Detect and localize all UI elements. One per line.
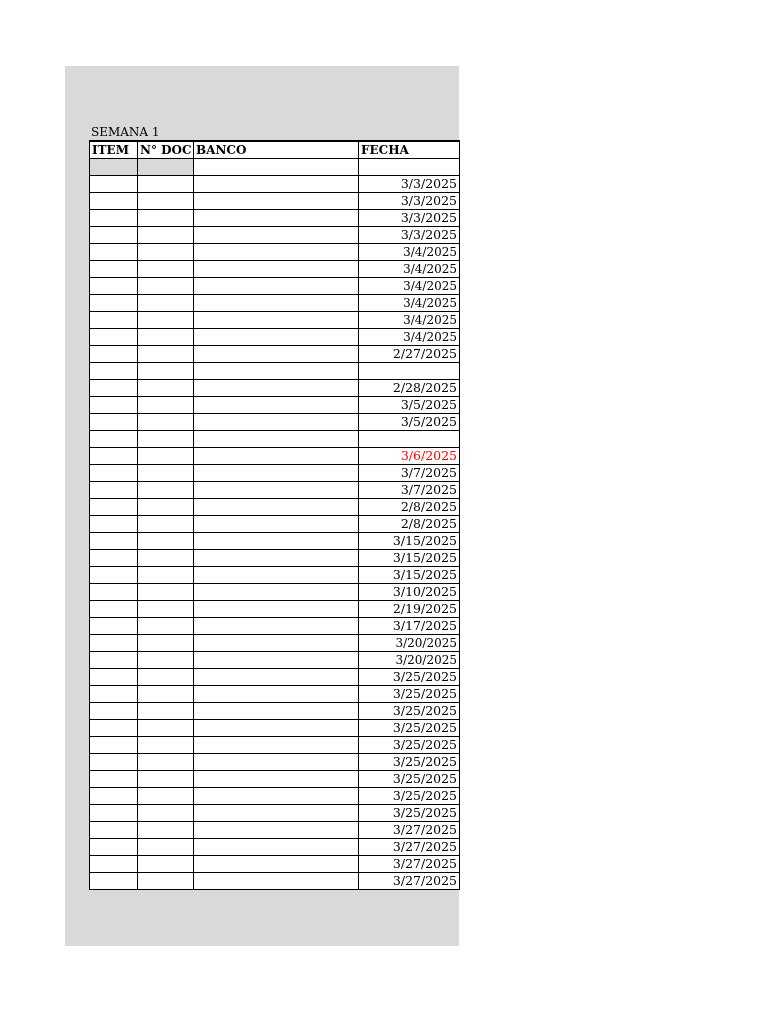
cell-item[interactable] xyxy=(90,244,138,261)
cell-doc-number[interactable] xyxy=(138,176,194,193)
table-row xyxy=(90,448,460,465)
cell-fecha[interactable] xyxy=(359,363,460,380)
cell-doc-number[interactable] xyxy=(138,414,194,431)
cell-doc-number[interactable] xyxy=(138,635,194,652)
cell-fecha[interactable]: 3/7/2025 xyxy=(359,465,460,482)
cell-banco[interactable] xyxy=(194,499,359,516)
cell-banco[interactable] xyxy=(194,584,359,601)
cell-fecha[interactable]: 3/27/2025 xyxy=(359,856,460,873)
cell-doc-number[interactable] xyxy=(138,873,194,890)
cell-fecha[interactable]: 3/25/2025 xyxy=(359,669,460,686)
cell-item[interactable] xyxy=(90,278,138,295)
cell-fecha[interactable]: 3/4/2025 xyxy=(359,295,460,312)
cell-fecha[interactable]: 3/7/2025 xyxy=(359,482,460,499)
cell-banco[interactable] xyxy=(194,193,359,210)
cell-doc-number[interactable] xyxy=(138,448,194,465)
table-row xyxy=(90,669,460,686)
table-row xyxy=(90,771,460,788)
cell-fecha[interactable]: 2/8/2025 xyxy=(359,516,460,533)
table-row xyxy=(90,227,460,244)
table-row xyxy=(90,550,460,567)
cell-fecha[interactable]: 3/25/2025 xyxy=(359,805,460,822)
cell-banco[interactable] xyxy=(194,329,359,346)
cell-doc-number[interactable] xyxy=(138,652,194,669)
cell-banco[interactable] xyxy=(194,720,359,737)
cell-item[interactable] xyxy=(90,431,138,448)
table-row xyxy=(90,686,460,703)
cell-banco[interactable] xyxy=(194,703,359,720)
column-header-doc-number[interactable]: N° DOC xyxy=(138,141,194,159)
cell-fecha[interactable]: 3/4/2025 xyxy=(359,312,460,329)
cell-doc-number[interactable] xyxy=(138,278,194,295)
cell-banco[interactable] xyxy=(194,737,359,754)
cell-fecha[interactable]: 2/8/2025 xyxy=(359,499,460,516)
cell-doc-number[interactable] xyxy=(138,533,194,550)
cell-item[interactable] xyxy=(90,652,138,669)
cell-item[interactable] xyxy=(90,584,138,601)
cell-item[interactable] xyxy=(90,227,138,244)
table-row xyxy=(90,618,460,635)
cell-banco[interactable] xyxy=(194,312,359,329)
table-row xyxy=(90,176,460,193)
cell-doc-number[interactable] xyxy=(138,261,194,278)
table-row xyxy=(90,278,460,295)
cell-doc-number[interactable] xyxy=(138,686,194,703)
cell-fecha[interactable]: 2/27/2025 xyxy=(359,346,460,363)
cell-banco[interactable] xyxy=(194,346,359,363)
table-row xyxy=(90,737,460,754)
cell-banco[interactable] xyxy=(194,397,359,414)
cell-banco[interactable] xyxy=(194,669,359,686)
cell-doc-number[interactable] xyxy=(138,856,194,873)
table-row xyxy=(90,465,460,482)
cell-banco[interactable] xyxy=(194,414,359,431)
cell-banco[interactable] xyxy=(194,227,359,244)
column-header-item[interactable]: ITEM xyxy=(90,141,138,159)
cell-banco[interactable] xyxy=(194,550,359,567)
cell-doc-number[interactable] xyxy=(138,754,194,771)
table-row xyxy=(90,788,460,805)
cell-doc-number[interactable] xyxy=(138,159,194,176)
cell-item[interactable] xyxy=(90,635,138,652)
table-row xyxy=(90,244,460,261)
ledger-body xyxy=(90,159,460,890)
cell-fecha[interactable]: 3/27/2025 xyxy=(359,822,460,839)
cell-banco[interactable] xyxy=(194,380,359,397)
cell-item[interactable] xyxy=(90,414,138,431)
table-row xyxy=(90,312,460,329)
table-row xyxy=(90,873,460,890)
cell-item[interactable] xyxy=(90,210,138,227)
cell-item[interactable] xyxy=(90,822,138,839)
cell-fecha[interactable]: 3/17/2025 xyxy=(359,618,460,635)
cell-item[interactable] xyxy=(90,788,138,805)
cell-fecha[interactable]: 3/5/2025 xyxy=(359,397,460,414)
table-row xyxy=(90,754,460,771)
cell-fecha[interactable]: 3/3/2025 xyxy=(359,210,460,227)
cell-fecha[interactable]: 3/25/2025 xyxy=(359,788,460,805)
table-row xyxy=(90,346,460,363)
cell-banco[interactable] xyxy=(194,244,359,261)
cell-banco[interactable] xyxy=(194,635,359,652)
table-row xyxy=(90,482,460,499)
cell-item[interactable] xyxy=(90,839,138,856)
cell-fecha[interactable]: 2/28/2025 xyxy=(359,380,460,397)
cell-banco[interactable] xyxy=(194,618,359,635)
table-row xyxy=(90,499,460,516)
cell-item[interactable] xyxy=(90,669,138,686)
cell-doc-number[interactable] xyxy=(138,244,194,261)
cell-banco[interactable] xyxy=(194,788,359,805)
cell-doc-number[interactable] xyxy=(138,431,194,448)
cell-banco[interactable] xyxy=(194,805,359,822)
cell-item[interactable] xyxy=(90,754,138,771)
cell-item[interactable] xyxy=(90,482,138,499)
column-header-banco[interactable]: BANCO xyxy=(194,141,359,159)
table-row xyxy=(90,363,460,380)
cell-fecha[interactable]: 3/3/2025 xyxy=(359,227,460,244)
table-row xyxy=(90,805,460,822)
cell-doc-number[interactable] xyxy=(138,550,194,567)
cell-banco[interactable] xyxy=(194,856,359,873)
table-row xyxy=(90,329,460,346)
cell-fecha[interactable]: 3/20/2025 xyxy=(359,652,460,669)
sheet-caption: SEMANA 1 xyxy=(91,125,160,139)
cell-banco[interactable] xyxy=(194,176,359,193)
cell-fecha[interactable]: 3/3/2025 xyxy=(359,176,460,193)
table-row xyxy=(90,295,460,312)
cell-doc-number[interactable] xyxy=(138,210,194,227)
cell-fecha[interactable]: 3/25/2025 xyxy=(359,686,460,703)
table-row xyxy=(90,856,460,873)
cell-banco[interactable] xyxy=(194,567,359,584)
cell-doc-number[interactable] xyxy=(138,380,194,397)
cell-doc-number[interactable] xyxy=(138,346,194,363)
cell-item[interactable] xyxy=(90,465,138,482)
cell-item[interactable] xyxy=(90,873,138,890)
table-row xyxy=(90,533,460,550)
cell-banco[interactable] xyxy=(194,873,359,890)
cell-fecha[interactable]: 3/27/2025 xyxy=(359,839,460,856)
cell-item[interactable] xyxy=(90,567,138,584)
table-row xyxy=(90,159,460,176)
cell-fecha[interactable]: 3/4/2025 xyxy=(359,329,460,346)
cell-item[interactable] xyxy=(90,176,138,193)
cell-banco[interactable] xyxy=(194,754,359,771)
table-row xyxy=(90,720,460,737)
cell-banco[interactable] xyxy=(194,363,359,380)
cell-item[interactable] xyxy=(90,159,138,176)
cell-doc-number[interactable] xyxy=(138,822,194,839)
cell-banco[interactable] xyxy=(194,159,359,176)
cell-banco[interactable] xyxy=(194,295,359,312)
cell-doc-number[interactable] xyxy=(138,567,194,584)
cell-fecha[interactable]: 2/19/2025 xyxy=(359,601,460,618)
cell-fecha[interactable]: 3/5/2025 xyxy=(359,414,460,431)
cell-item[interactable] xyxy=(90,601,138,618)
cell-item[interactable] xyxy=(90,686,138,703)
cell-fecha[interactable]: 3/25/2025 xyxy=(359,720,460,737)
cell-doc-number[interactable] xyxy=(138,720,194,737)
ledger-table xyxy=(89,140,460,890)
cell-item[interactable] xyxy=(90,618,138,635)
table-row xyxy=(90,431,460,448)
cell-item[interactable] xyxy=(90,499,138,516)
cell-doc-number[interactable] xyxy=(138,737,194,754)
cell-item[interactable] xyxy=(90,856,138,873)
cell-banco[interactable] xyxy=(194,448,359,465)
cell-doc-number[interactable] xyxy=(138,295,194,312)
cell-item[interactable] xyxy=(90,720,138,737)
cell-fecha[interactable]: 3/25/2025 xyxy=(359,754,460,771)
table-row xyxy=(90,652,460,669)
table-row xyxy=(90,397,460,414)
cell-doc-number[interactable] xyxy=(138,601,194,618)
cell-doc-number[interactable] xyxy=(138,788,194,805)
cell-fecha[interactable]: 3/4/2025 xyxy=(359,244,460,261)
cell-doc-number[interactable] xyxy=(138,193,194,210)
cell-fecha[interactable]: 3/25/2025 xyxy=(359,703,460,720)
cell-item[interactable] xyxy=(90,516,138,533)
table-row xyxy=(90,584,460,601)
cell-item[interactable] xyxy=(90,329,138,346)
cell-item[interactable] xyxy=(90,737,138,754)
cell-doc-number[interactable] xyxy=(138,397,194,414)
table-row xyxy=(90,635,460,652)
cell-doc-number[interactable] xyxy=(138,584,194,601)
table-row xyxy=(90,210,460,227)
cell-banco[interactable] xyxy=(194,431,359,448)
cell-fecha[interactable]: 3/4/2025 xyxy=(359,261,460,278)
cell-fecha[interactable] xyxy=(359,431,460,448)
cell-doc-number[interactable] xyxy=(138,618,194,635)
table-row xyxy=(90,601,460,618)
cell-doc-number[interactable] xyxy=(138,227,194,244)
cell-item[interactable] xyxy=(90,193,138,210)
table-row xyxy=(90,516,460,533)
cell-item[interactable] xyxy=(90,346,138,363)
cell-fecha[interactable]: 3/15/2025 xyxy=(359,567,460,584)
cell-fecha[interactable]: 3/27/2025 xyxy=(359,873,460,890)
cell-banco[interactable] xyxy=(194,465,359,482)
cell-item[interactable] xyxy=(90,380,138,397)
cell-banco[interactable] xyxy=(194,771,359,788)
cell-fecha[interactable]: 3/6/2025 xyxy=(359,448,460,465)
cell-banco[interactable] xyxy=(194,839,359,856)
cell-doc-number[interactable] xyxy=(138,669,194,686)
cell-item[interactable] xyxy=(90,550,138,567)
cell-banco[interactable] xyxy=(194,601,359,618)
cell-item[interactable] xyxy=(90,448,138,465)
table-row xyxy=(90,261,460,278)
cell-item[interactable] xyxy=(90,397,138,414)
cell-fecha[interactable]: 3/15/2025 xyxy=(359,550,460,567)
cell-banco[interactable] xyxy=(194,261,359,278)
cell-doc-number[interactable] xyxy=(138,703,194,720)
cell-doc-number[interactable] xyxy=(138,516,194,533)
cell-fecha[interactable]: 3/20/2025 xyxy=(359,635,460,652)
cell-item[interactable] xyxy=(90,533,138,550)
cell-fecha[interactable]: 3/10/2025 xyxy=(359,584,460,601)
cell-banco[interactable] xyxy=(194,652,359,669)
cell-fecha[interactable]: 3/25/2025 xyxy=(359,737,460,754)
cell-doc-number[interactable] xyxy=(138,771,194,788)
cell-banco[interactable] xyxy=(194,822,359,839)
cell-item[interactable] xyxy=(90,703,138,720)
cell-item[interactable] xyxy=(90,771,138,788)
cell-doc-number[interactable] xyxy=(138,499,194,516)
cell-fecha[interactable]: 3/4/2025 xyxy=(359,278,460,295)
cell-banco[interactable] xyxy=(194,533,359,550)
cell-item[interactable] xyxy=(90,363,138,380)
cell-banco[interactable] xyxy=(194,210,359,227)
cell-fecha[interactable]: 3/25/2025 xyxy=(359,771,460,788)
table-row xyxy=(90,567,460,584)
cell-item[interactable] xyxy=(90,312,138,329)
cell-doc-number[interactable] xyxy=(138,839,194,856)
cell-doc-number[interactable] xyxy=(138,465,194,482)
cell-item[interactable] xyxy=(90,261,138,278)
table-row xyxy=(90,839,460,856)
cell-banco[interactable] xyxy=(194,278,359,295)
table-row xyxy=(90,703,460,720)
cell-doc-number[interactable] xyxy=(138,482,194,499)
cell-doc-number[interactable] xyxy=(138,363,194,380)
cell-banco[interactable] xyxy=(194,516,359,533)
cell-item[interactable] xyxy=(90,805,138,822)
header-row xyxy=(90,141,460,159)
cell-fecha[interactable] xyxy=(359,159,460,176)
cell-doc-number[interactable] xyxy=(138,805,194,822)
cell-banco[interactable] xyxy=(194,686,359,703)
cell-banco[interactable] xyxy=(194,482,359,499)
table-row xyxy=(90,380,460,397)
cell-item[interactable] xyxy=(90,295,138,312)
table-row xyxy=(90,414,460,431)
column-header-fecha[interactable]: FECHA xyxy=(359,141,460,159)
table-row xyxy=(90,193,460,210)
cell-fecha[interactable]: 3/3/2025 xyxy=(359,193,460,210)
table-row xyxy=(90,822,460,839)
cell-fecha[interactable]: 3/15/2025 xyxy=(359,533,460,550)
cell-doc-number[interactable] xyxy=(138,312,194,329)
cell-doc-number[interactable] xyxy=(138,329,194,346)
